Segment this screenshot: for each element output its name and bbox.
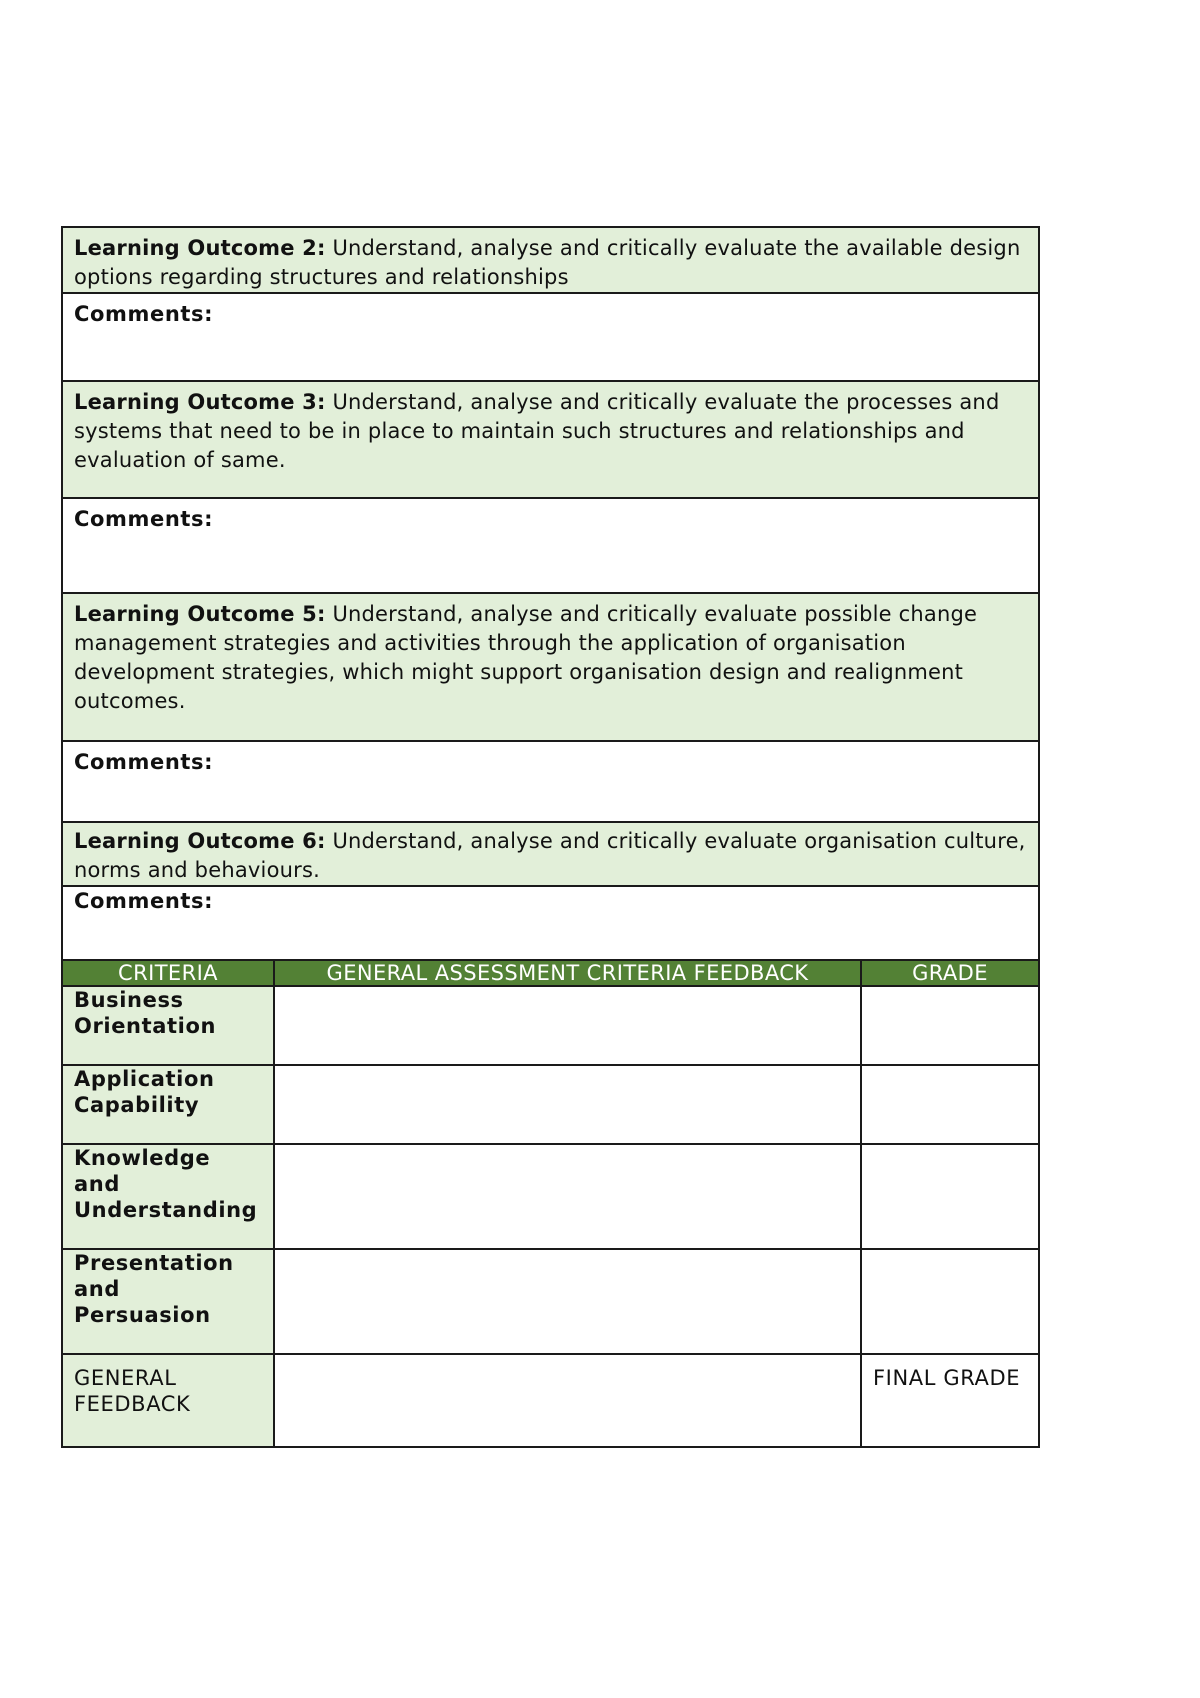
grade-cell[interactable] [861,1249,1039,1354]
general-feedback-label: GENERAL FEEDBACK [62,1354,274,1447]
criterion-business-orientation: Business Orientation [62,986,274,1065]
learning-outcome-3-text: Understand, analyse and critically evaluate the processes and systems that need to be in place to maintain such structures and relationships and evaluation of same. [74,390,1000,472]
learning-outcomes-table [61,226,1040,961]
learning-outcome-5-text: Understand, analyse and critically evaluate possible change management strategies and activities through the application of organisation development strategies, which might support organisation design and realignment outcomes. [74,602,978,713]
learning-outcome-3-cell [62,381,1039,498]
learning-outcome-6-text: Understand, analyse and critically evaluate organisation culture, norms and behaviours. [74,829,1026,882]
comments-cell-lo2[interactable] [62,293,1039,381]
grade-cell[interactable] [861,986,1039,1065]
grade-cell[interactable] [861,1144,1039,1249]
grade-cell[interactable] [861,1065,1039,1144]
criteria-table [61,959,1040,1448]
criteria-row [62,1144,1039,1249]
comments-label: Comments: [74,889,214,913]
criteria-row [62,1065,1039,1144]
comments-label: Comments: [74,302,214,326]
learning-outcome-5-cell [62,593,1039,741]
final-grade-cell[interactable] [861,1354,1039,1447]
feedback-cell[interactable] [274,986,861,1065]
general-feedback-cell[interactable] [274,1354,861,1447]
learning-outcome-2-title: Learning Outcome 2: [74,236,326,260]
criterion-presentation-persuasion: Presentation and Persuasion [62,1249,274,1354]
feedback-header: GENERAL ASSESSMENT CRITERIA FEEDBACK [274,960,861,986]
grade-header: GRADE [861,960,1039,986]
learning-outcome-2-text: Understand, analyse and critically evaluate the available design options regarding structures and relationships [74,236,1021,289]
feedback-cell[interactable] [274,1065,861,1144]
comments-cell-lo5[interactable] [62,741,1039,822]
general-feedback-row [62,1354,1039,1447]
criteria-row [62,1249,1039,1354]
learning-outcome-5-title: Learning Outcome 5: [74,602,326,626]
learning-outcome-6-title: Learning Outcome 6: [74,829,326,853]
comments-label: Comments: [74,507,214,531]
feedback-cell[interactable] [274,1249,861,1354]
comments-label: Comments: [74,750,214,774]
final-grade-label: FINAL GRADE [873,1366,1021,1390]
criteria-row [62,986,1039,1065]
criteria-header-row [62,960,1039,986]
criteria-header: CRITERIA [62,960,274,986]
learning-outcome-2-cell [62,227,1039,293]
learning-outcome-6-cell [62,822,1039,886]
assessment-sheet [61,226,1038,1448]
comments-cell-lo6[interactable] [62,886,1039,960]
learning-outcome-3-title: Learning Outcome 3: [74,390,326,414]
feedback-cell[interactable] [274,1144,861,1249]
criterion-application-capability: Application Capability [62,1065,274,1144]
criterion-knowledge-understanding: Knowledge and Understanding [62,1144,274,1249]
comments-cell-lo3[interactable] [62,498,1039,593]
